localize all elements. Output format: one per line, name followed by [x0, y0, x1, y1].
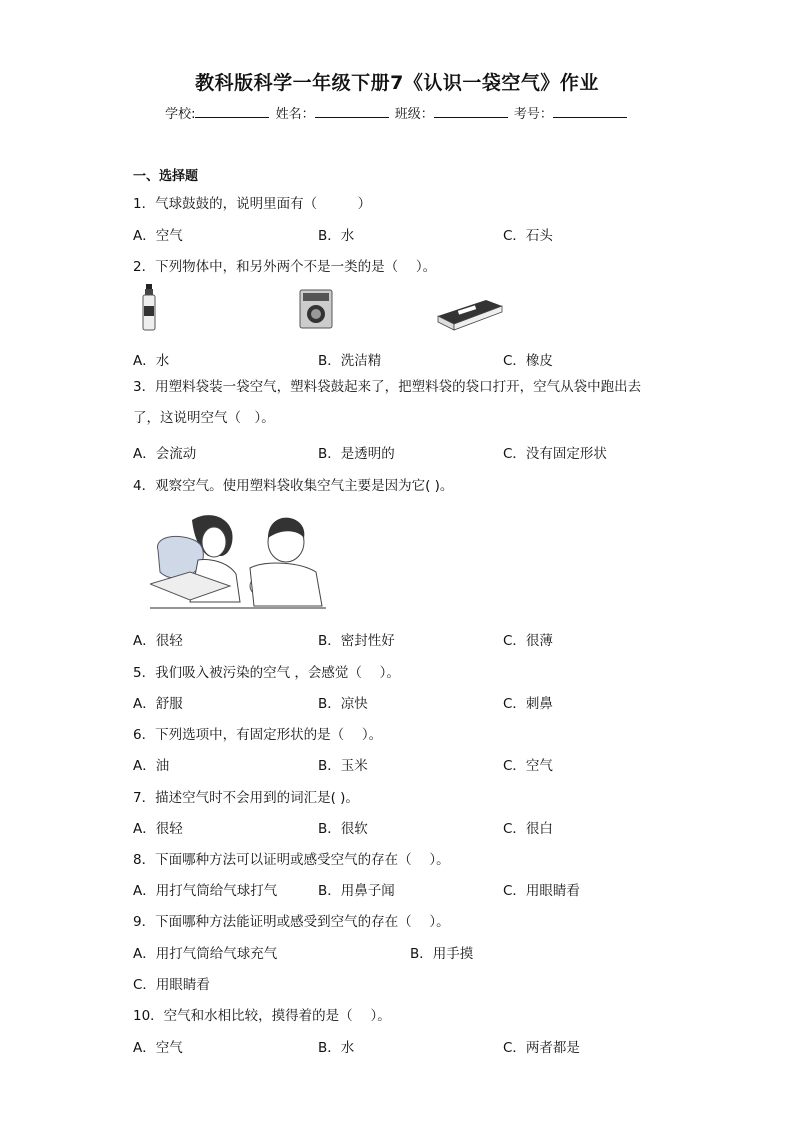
q8-option-a[interactable]: A．用打气筒给气球打气	[133, 883, 278, 899]
q5-option-b[interactable]: B．凉快	[318, 696, 368, 712]
question-7: 7．描述空气时不会用到的词汇是( )。	[133, 790, 359, 806]
q7-option-c[interactable]: C．很白	[503, 821, 553, 837]
q6-option-a[interactable]: A．油	[133, 758, 170, 774]
number-label: 考号：	[513, 107, 553, 122]
q1-option-c[interactable]: C．石头	[503, 228, 553, 244]
q7-option-b[interactable]: B．很软	[318, 821, 368, 837]
number-blank[interactable]	[553, 105, 627, 118]
question-1: 1．气球鼓鼓的，说明里面有（ ）	[133, 196, 372, 212]
question-2: 2．下列物体中，和另外两个不是一类的是（ ）。	[133, 259, 437, 275]
q9-option-a[interactable]: A．用打气筒给气球充气	[133, 946, 278, 962]
eraser-image	[436, 294, 504, 336]
question-10: 10．空气和水相比较，摸得着的是（ ）。	[133, 1008, 391, 1024]
q4-option-c[interactable]: C．很薄	[503, 633, 553, 649]
question-3: 3．用塑料袋装一袋空气，塑料袋鼓起来了，把塑料袋的袋口打开，空气从袋中跑出去了，这说明空气（ ）。	[133, 379, 642, 426]
children-blowing-bags-image	[150, 510, 326, 618]
q5-option-c[interactable]: C．刺鼻	[503, 696, 553, 712]
question-4: 4．观察空气。使用塑料袋收集空气主要是因为它( )。	[133, 478, 454, 494]
q7-option-a[interactable]: A．很轻	[133, 821, 183, 837]
q9-option-b[interactable]: B．用手摸	[410, 946, 474, 962]
question-6: 6．下列选项中，有固定形状的是（ ）。	[133, 727, 383, 743]
q3-option-a[interactable]: A．会流动	[133, 446, 197, 462]
class-blank[interactable]	[434, 105, 508, 118]
q3-option-b[interactable]: B．是透明的	[318, 446, 395, 462]
q10-option-c[interactable]: C．两者都是	[503, 1040, 580, 1056]
q2-option-b[interactable]: B．洗洁精	[318, 353, 382, 369]
q10-option-b[interactable]: B．水	[318, 1040, 355, 1056]
q8-option-c[interactable]: C．用眼睛看	[503, 883, 580, 899]
q10-option-a[interactable]: A．空气	[133, 1040, 183, 1056]
detergent-image	[298, 288, 334, 334]
q6-option-c[interactable]: C．空气	[503, 758, 553, 774]
q5-option-a[interactable]: A．舒服	[133, 696, 183, 712]
page-title: 教科版科学一年级下册7《认识一袋空气》作业	[195, 72, 599, 94]
q1-option-b[interactable]: B．水	[318, 228, 355, 244]
question-9: 9．下面哪种方法能证明或感受到空气的存在（ ）。	[133, 914, 450, 930]
q2-option-a[interactable]: A．水	[133, 353, 170, 369]
question-8: 8．下面哪种方法可以证明或感受空气的存在（ ）。	[133, 852, 450, 868]
school-blank[interactable]	[195, 105, 269, 118]
name-label: 姓名：	[275, 107, 315, 122]
water-bottle-image	[140, 284, 160, 338]
school-label: 学校:	[165, 107, 196, 122]
q9-option-c[interactable]: C．用眼睛看	[133, 977, 210, 993]
q1-option-a[interactable]: A．空气	[133, 228, 183, 244]
q8-option-b[interactable]: B．用鼻子闻	[318, 883, 395, 899]
q3-option-c[interactable]: C．没有固定形状	[503, 446, 607, 462]
q2-option-c[interactable]: C．橡皮	[503, 353, 553, 369]
section-heading: 一、选择题	[133, 169, 199, 184]
name-blank[interactable]	[315, 105, 389, 118]
q4-option-b[interactable]: B．密封性好	[318, 633, 395, 649]
class-label: 班级：	[394, 107, 434, 122]
q6-option-b[interactable]: B．玉米	[318, 758, 368, 774]
question-5: 5．我们吸入被污染的空气 ，会感觉（ ）。	[133, 665, 400, 681]
student-info-line	[0, 103, 794, 122]
q4-option-a[interactable]: A．很轻	[133, 633, 183, 649]
